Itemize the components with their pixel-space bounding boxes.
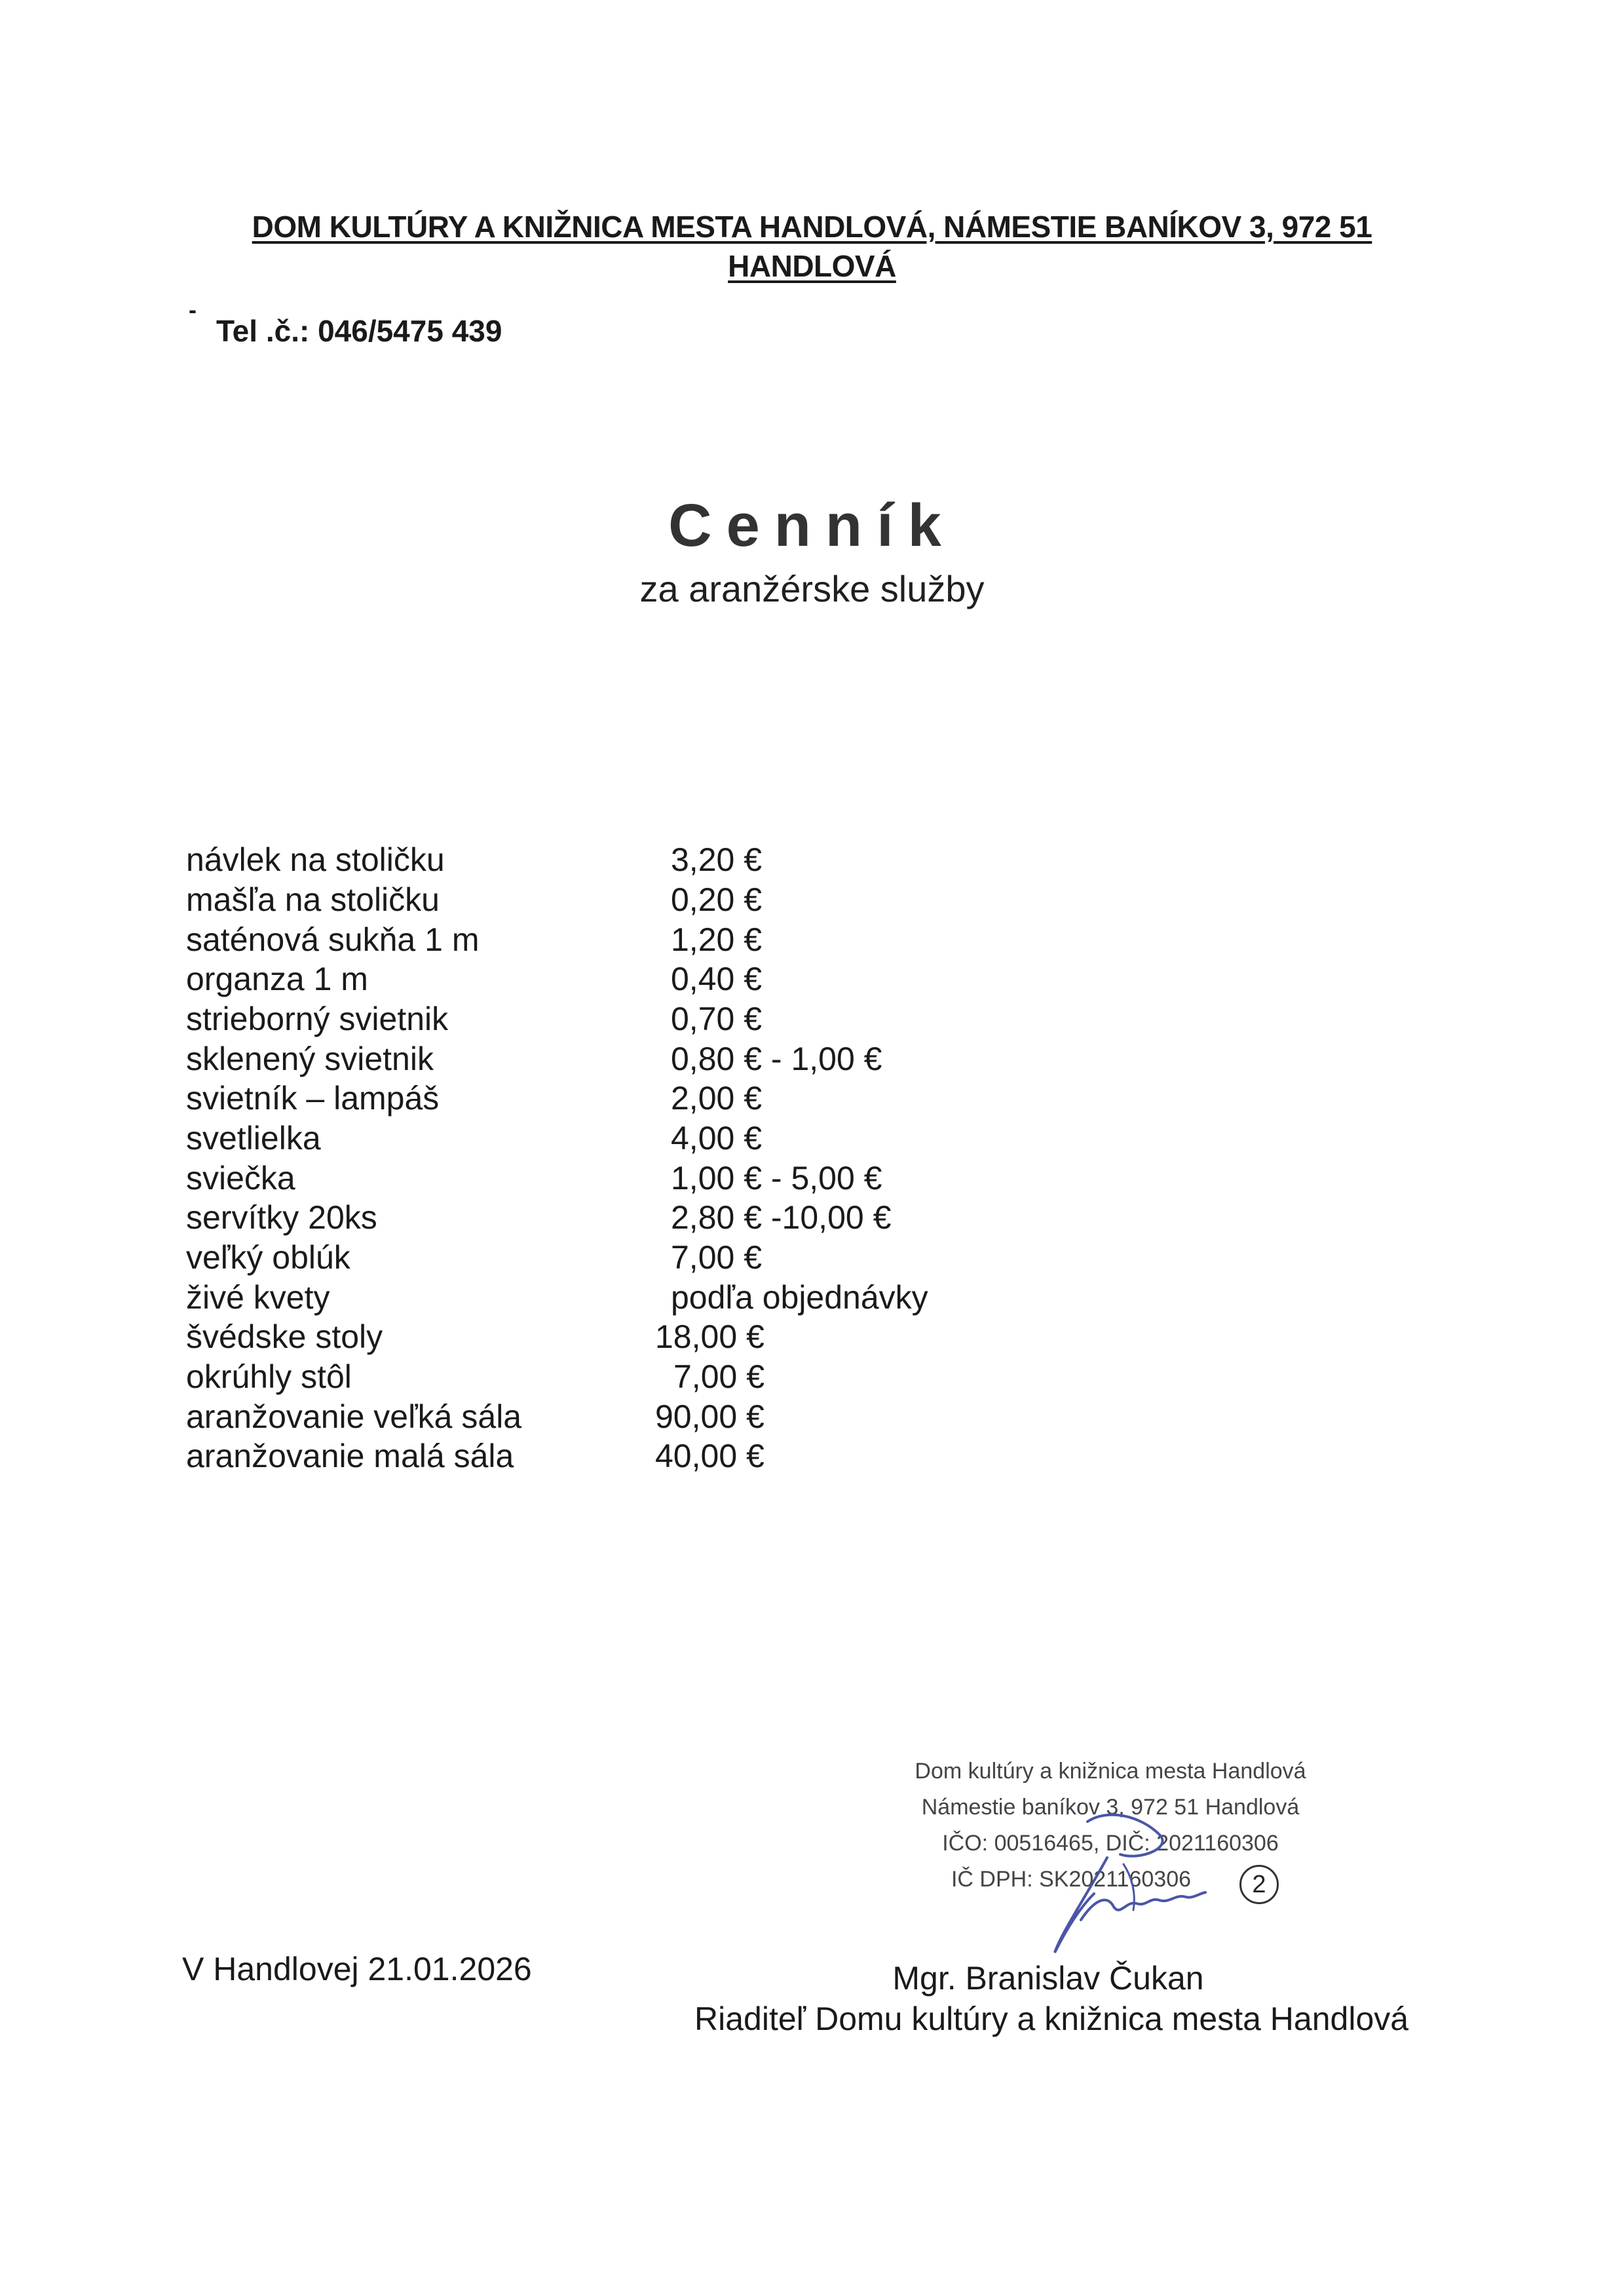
- header-city-line: HANDLOVÁ: [728, 249, 896, 283]
- price-item-name: saténová sukňa 1 m: [186, 921, 480, 958]
- page-title: Cenník: [668, 492, 956, 559]
- price-item-value: 2,80 € -10,00 €: [671, 1199, 892, 1236]
- price-row: [0, 1317, 1624, 1356]
- price-item-name: servítky 20ks: [186, 1199, 377, 1236]
- price-item-value: podľa objednávky: [671, 1279, 928, 1316]
- price-item-name: živé kvety: [186, 1279, 330, 1316]
- stamp-line-name: Dom kultúry a knižnica mesta Handlová: [915, 1759, 1306, 1784]
- price-item-value: 4,00 €: [671, 1120, 763, 1157]
- price-item-name: sklenený svietnik: [186, 1041, 434, 1077]
- price-row: [0, 1079, 1624, 1118]
- price-row: [0, 999, 1624, 1039]
- price-row: [0, 1278, 1624, 1317]
- price-row: [0, 1357, 1624, 1396]
- price-item-name: veľký oblúk: [186, 1239, 350, 1276]
- header-organization-line: DOM KULTÚRY A KNIŽNICA MESTA HANDLOVÁ, NÁMESTIE BANÍKOV 3, 972 51: [252, 210, 1372, 244]
- handwritten-signature: [1009, 1795, 1245, 1966]
- header-dash: -: [189, 296, 197, 323]
- signer-block: [694, 1958, 1409, 2039]
- price-row: [0, 1397, 1624, 1436]
- price-list: [0, 840, 1624, 1482]
- price-item-name: návlek na stoličku: [186, 841, 445, 878]
- signer-name: Mgr. Branislav Čukan: [892, 1960, 1204, 1997]
- price-row: [0, 1119, 1624, 1158]
- price-row: [0, 880, 1624, 919]
- price-row: [0, 1039, 1624, 1079]
- price-item-value: 18,00 €: [655, 1318, 765, 1355]
- price-item-name: okrúhly stôl: [186, 1358, 352, 1395]
- price-row: [0, 959, 1624, 999]
- price-row: [0, 1158, 1624, 1198]
- price-item-value: 0,20 €: [671, 881, 763, 918]
- price-row: [0, 1436, 1624, 1476]
- document-header: [0, 207, 1624, 286]
- price-item-value: 1,00 € - 5,00 €: [671, 1160, 882, 1196]
- document-date: V Handlovej 21.01.2026: [182, 1951, 532, 1987]
- price-item-name: sviečka: [186, 1160, 295, 1196]
- price-item-value: 90,00 €: [655, 1398, 765, 1435]
- price-item-value: 1,20 €: [671, 921, 763, 958]
- page-subtitle: za aranžérske služby: [639, 568, 985, 609]
- price-item-name: aranžovanie malá sála: [186, 1438, 514, 1474]
- price-item-name: mašľa na stoličku: [186, 881, 440, 918]
- stamp-line-vat: IČ DPH: SK2021160306: [951, 1867, 1192, 1892]
- price-row: [0, 1198, 1624, 1237]
- price-item-name: svietník – lampáš: [186, 1080, 440, 1117]
- price-item-value: 2,00 €: [671, 1080, 763, 1117]
- price-row: [0, 840, 1624, 879]
- price-item-name: aranžovanie veľká sála: [186, 1398, 522, 1435]
- stamp-line-address: Námestie baníkov 3, 972 51 Handlová: [921, 1795, 1300, 1820]
- price-item-name: strieborný svietnik: [186, 1001, 449, 1037]
- price-item-name: svetlielka: [186, 1120, 321, 1157]
- price-item-value: 0,40 €: [671, 961, 763, 997]
- price-item-value: 7,00 €: [673, 1358, 765, 1395]
- price-row: [0, 920, 1624, 959]
- price-item-name: organza 1 m: [186, 961, 368, 997]
- price-item-value: 0,80 € - 1,00 €: [671, 1041, 882, 1077]
- price-item-value: 40,00 €: [655, 1438, 765, 1474]
- price-row: [0, 1238, 1624, 1277]
- price-item-value: 0,70 €: [671, 1001, 763, 1037]
- stamp-number-circle: 2: [1239, 1865, 1279, 1904]
- price-item-name: švédske stoly: [186, 1318, 383, 1355]
- phone-number: Tel .č.: 046/5475 439: [216, 314, 502, 348]
- signer-role: Riaditeľ Domu kultúry a knižnica mesta Handlová: [694, 2000, 1409, 2037]
- price-item-value: 3,20 €: [671, 841, 763, 878]
- stamp-line-ico-dic: IČO: 00516465, DIČ: 2021160306: [942, 1831, 1279, 1856]
- price-item-value: 7,00 €: [671, 1239, 763, 1276]
